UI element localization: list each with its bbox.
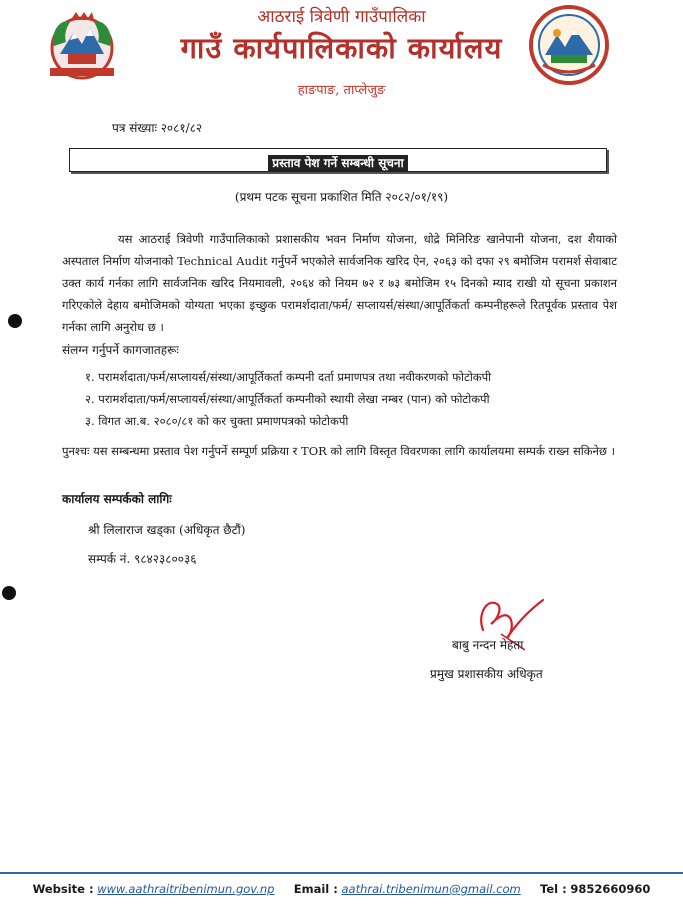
- email-link[interactable]: aathrai.tribenimun@gmail.com: [341, 882, 521, 896]
- signatory-title: प्रमुख प्रशासकीय अधिकृत: [430, 667, 543, 681]
- email-label: Email :: [293, 882, 338, 896]
- list-item: २. परामर्शदाता/फर्म/सप्लायर्स/संस्था/आपूर्तिकर्ता कम्पनीको स्थायी लेखा नम्बर (पान) को फोटोकपी: [85, 392, 490, 406]
- municipality-name: आठराई त्रिवेणी गाउँपालिका: [257, 7, 426, 27]
- contact-heading: कार्यालय सम्पर्कको लागिः: [62, 492, 172, 506]
- website-label: Website :: [32, 882, 94, 896]
- notice-title-box: [69, 148, 607, 172]
- punch-hole: [8, 314, 22, 328]
- signatory-name: बाबु नन्दन मेहता: [452, 638, 524, 652]
- list-item: ३. विगत आ.ब. २०८०/८१ को कर चुक्ता प्रमाणपत्रको फोटोकपी: [85, 414, 349, 428]
- office-location: हाङपाङ, ताप्लेजुङ: [297, 83, 386, 98]
- letter-reference: पत्र संख्याः २०८१/८२: [112, 121, 203, 135]
- list-item: १. परामर्शदाता/फर्म/सप्लायर्स/संस्था/आपूर्तिकर्ता कम्पनी दर्ता प्रमाणपत्र तथा नवीकरणको फोटोकपी: [85, 370, 492, 384]
- office-name: गाउँ कार्यपालिकाको कार्यालय: [180, 31, 503, 65]
- punch-hole: [2, 586, 16, 600]
- footer-divider: [0, 872, 683, 874]
- tel-value: 9852660960: [570, 882, 651, 896]
- postscript: पुनश्चः यस सम्बन्धमा प्रस्ताव पेश गर्नुपर्ने सम्पूर्ण प्रक्रिया र TOR को लागि विस्तृत विवरणका लागि कार्यालयमा सम्पर्क राख्न सकिनेछ ।: [62, 444, 615, 458]
- body-paragraph: यस आठराई त्रिवेणी गाउँपालिकाको प्रशासकीय भवन निर्माण योजना, धोद्रे मिनिरिङ खानेपानी योजना, दश शैयाको अस्पताल निर्माण योजनाको Technical Audit गर्नुपर्ने भएकोले सार्वजनिक खरिद ऐन, २०६३ को दफा २९ बमोजिम परामर्श सेवाबाट उक्त कार्य गर्नका लागि सार्वजनिक खरिद नियमावली, २०६४ को नियम ७२ र ७३ बमोजिम १५ दिनको म्याद राखी यो सूचना प्रकाशन गरिएकोले देहाय बमोजिमको योग्यता भएका इच्छुक परामर्शदाता/फर्म/ सप्लायर्स/संस्था/आपूर्तिकर्ता कम्पनीहरूले रितपूर्वक प्रस्ताव पेश गर्नका लागि अनुरोध छ ।: [62, 232, 617, 334]
- published-note: (प्रथम पटक सूचना प्रकाशित मिति २०८२/०१/१९): [234, 190, 449, 204]
- attachments-heading: संलग्न गर्नुपर्ने कागजातहरूः: [62, 343, 179, 357]
- tel-label: Tel :: [540, 882, 567, 896]
- contact-phone: सम्पर्क नं. ९८४२३८००३६: [88, 552, 197, 566]
- footer: [0, 882, 683, 896]
- website-link[interactable]: www.aathraitribenimun.gov.np: [97, 882, 275, 896]
- contact-name: श्री लिलाराज खड्का (अधिकृत छैटौं): [88, 523, 246, 537]
- attachments-list: [85, 366, 625, 432]
- notice-title: प्रस्ताव पेश गर्ने सम्बन्धी सूचना: [268, 155, 407, 171]
